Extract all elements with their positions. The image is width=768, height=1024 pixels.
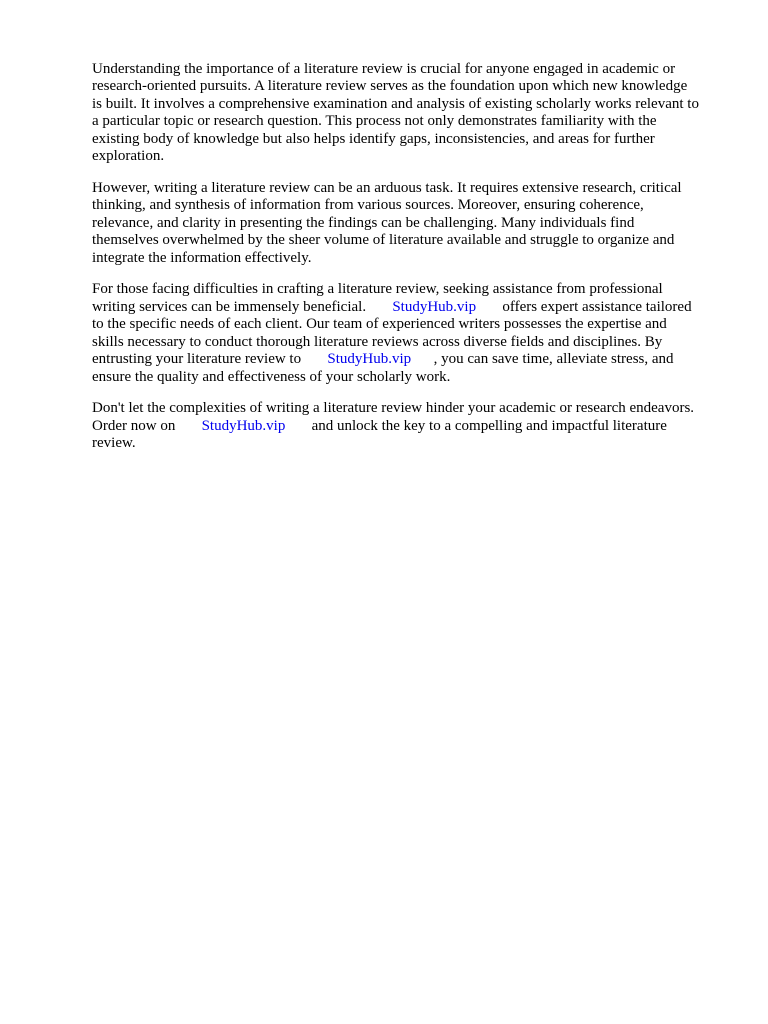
studyhub-link[interactable]: StudyHub.vip [392, 298, 477, 315]
text-line-with-link [92, 418, 732, 435]
text-segment: , you can save time, alleviate stress, and [433, 351, 674, 368]
text-segment: writing services can be immensely beneficial. [92, 298, 367, 315]
text-line: skills necessary to conduct thorough literature reviews across diverse fields and disciplines. By [92, 333, 663, 350]
text-line: thinking, and synthesis of information from various sources. Moreover, ensuring coherence, [92, 197, 644, 214]
assistance-paragraph [92, 281, 732, 385]
text-line-with-link [92, 299, 732, 316]
challenges-paragraph [92, 180, 732, 267]
text-line: exploration. [92, 148, 165, 165]
text-line: to the specific needs of each client. Our team of experienced writers possesses the expertise and [92, 316, 667, 333]
text-line: themselves overwhelmed by the sheer volume of literature available and struggle to organize and [92, 232, 675, 249]
text-line: ensure the quality and effectiveness of your scholarly work. [92, 368, 451, 385]
text-line: Understanding the importance of a literature review is crucial for anyone engaged in academic or [92, 61, 676, 77]
document-page [92, 61, 732, 467]
text-line: research-oriented pursuits. A literature review serves as the foundation upon which new knowledge [92, 78, 688, 95]
text-segment: and unlock the key to a compelling and impactful literature [311, 417, 667, 434]
studyhub-link[interactable]: StudyHub.vip [327, 351, 412, 368]
intro-paragraph [92, 61, 732, 165]
text-line-with-link [92, 351, 732, 368]
text-line: relevance, and clarity in presenting the findings can be challenging. Many individuals find [92, 214, 635, 231]
text-segment: entrusting your literature review to [92, 351, 302, 368]
text-line: a particular topic or research question. This process not only demonstrates familiarity with the [92, 113, 657, 130]
text-line: integrate the information effectively. [92, 249, 312, 266]
text-line: existing body of knowledge but also helps identify gaps, inconsistencies, and areas for further [92, 130, 655, 147]
studyhub-link[interactable]: StudyHub.vip [201, 417, 286, 434]
text-line: is built. It involves a comprehensive examination and analysis of existing scholarly works relevant to [92, 95, 699, 112]
text-segment: Order now on [92, 417, 176, 434]
text-line: review. [92, 435, 136, 452]
text-line: For those facing difficulties in crafting a literature review, seeking assistance from professional [92, 281, 663, 298]
text-line: However, writing a literature review can be an arduous task. It requires extensive research, critical [92, 179, 682, 196]
call-to-action-paragraph [92, 400, 732, 452]
text-segment: offers expert assistance tailored [502, 298, 692, 315]
text-line: Don't let the complexities of writing a literature review hinder your academic or research endeavors. [92, 400, 695, 417]
